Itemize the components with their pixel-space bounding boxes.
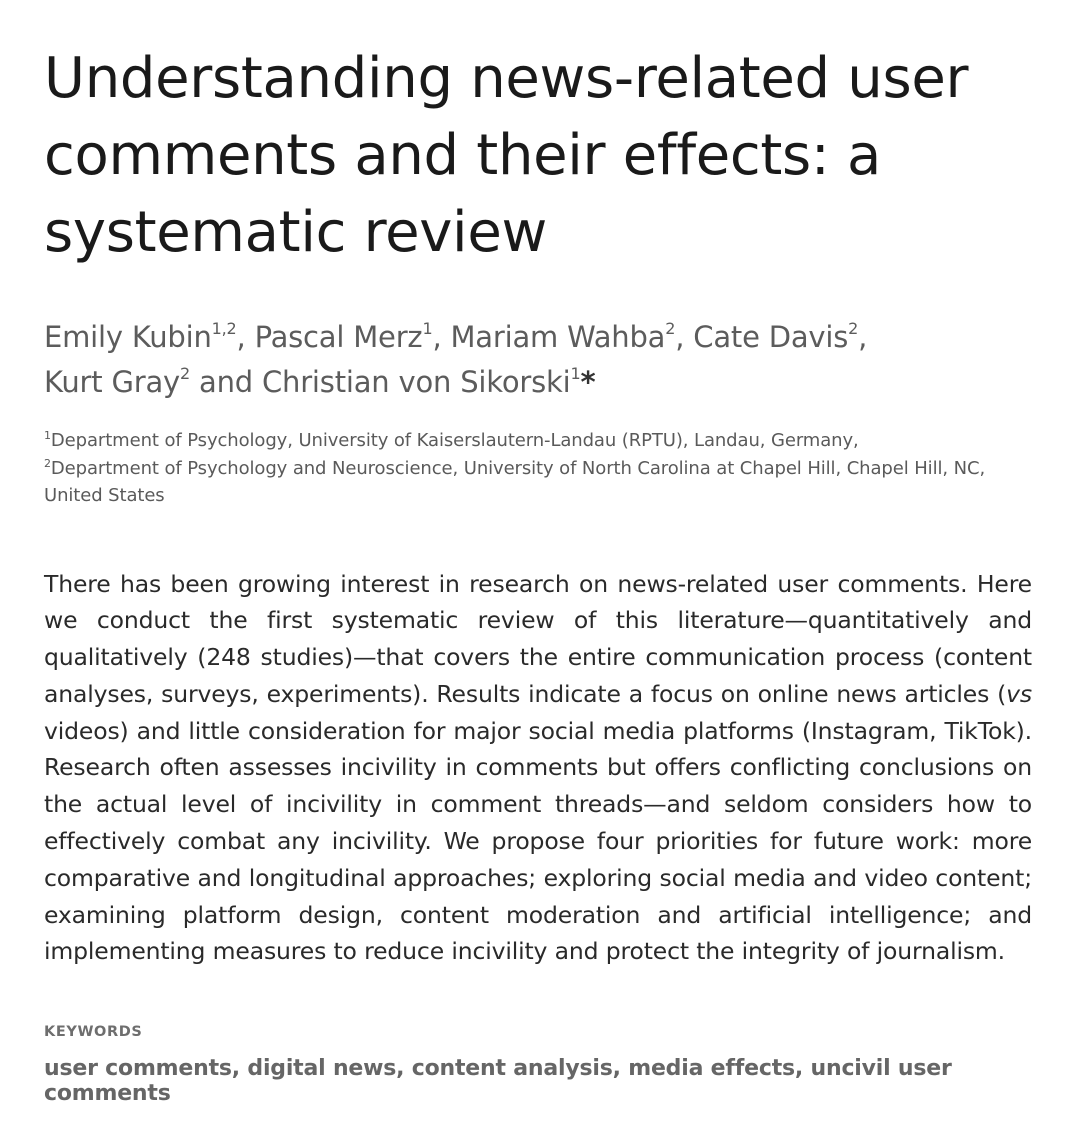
keywords-list: user comments, digital news, content analysis, media effects, uncivil user comments	[44, 1056, 952, 1107]
author-name[interactable]: Mariam Wahba	[450, 320, 666, 354]
author-separator: and	[189, 365, 262, 399]
article-title: Understanding news-related user comments and their effects: a systematic review	[44, 46, 969, 265]
affiliation-text: Department of Psychology, University of Kaiserslautern-Landau (RPTU), Landau, Germany,	[50, 430, 859, 451]
abstract-text: There has been growing interest in research on news-related user comments. Here we conduct the first systematic review of this literature—quantitatively and qualitatively (248 studies)—that covers the entire communication process (content analyses, surveys, experiments). Results indicate a focus on online news articles (	[44, 569, 1032, 708]
abstract-italic: vs	[1006, 679, 1032, 708]
author-name[interactable]: Cate Davis	[693, 320, 849, 354]
author-affiliation-ref: 1	[570, 364, 581, 384]
author-affiliation-ref: 2	[848, 319, 859, 339]
affiliation-text: Department of Psychology and Neuroscience, University of North Carolina at Chapel Hill, Chapel Hill, NC, United States	[44, 457, 986, 506]
affiliation-number: 1	[44, 429, 51, 442]
author-separator: ,	[858, 320, 868, 354]
author-name[interactable]: Kurt Gray	[44, 365, 180, 399]
author-separator: ,	[675, 320, 694, 354]
abstract-text: videos) and little consideration for major social media platforms (Instagram, TikTok). Research often assesses incivility in comments but offers conflicting conclusions on the actual level of incivility in comment threads—and seldom considers how to effectively combat any incivility. We propose four priorities for future work: more comparative and longitudinal approaches; exploring social media and video content; examining platform design, content moderation and artificial intelligence; and implementing measures to reduce incivility and protect the integrity of journalism.	[44, 716, 1032, 966]
author-name[interactable]: Pascal Merz	[254, 320, 423, 354]
author-affiliation-ref: 2	[665, 319, 676, 339]
author-affiliation-ref: 2	[180, 364, 190, 384]
author-name[interactable]: Christian von Sikorski	[261, 365, 571, 399]
affiliation-item	[44, 455, 1032, 510]
affiliation-list	[44, 427, 1032, 510]
author-affiliation-ref: 1,2	[211, 319, 237, 339]
affiliation-number: 2	[44, 456, 51, 470]
keywords-heading: KEYWORDS	[44, 1024, 143, 1041]
corresponding-author-mark: *	[580, 365, 596, 399]
affiliation-item	[44, 427, 1032, 455]
author-separator: ,	[432, 320, 451, 354]
author-list	[44, 315, 1032, 405]
author-name[interactable]: Emily Kubin	[44, 320, 212, 354]
author-separator: ,	[236, 320, 255, 354]
author-affiliation-ref: 1	[422, 319, 433, 339]
abstract	[44, 566, 1032, 971]
